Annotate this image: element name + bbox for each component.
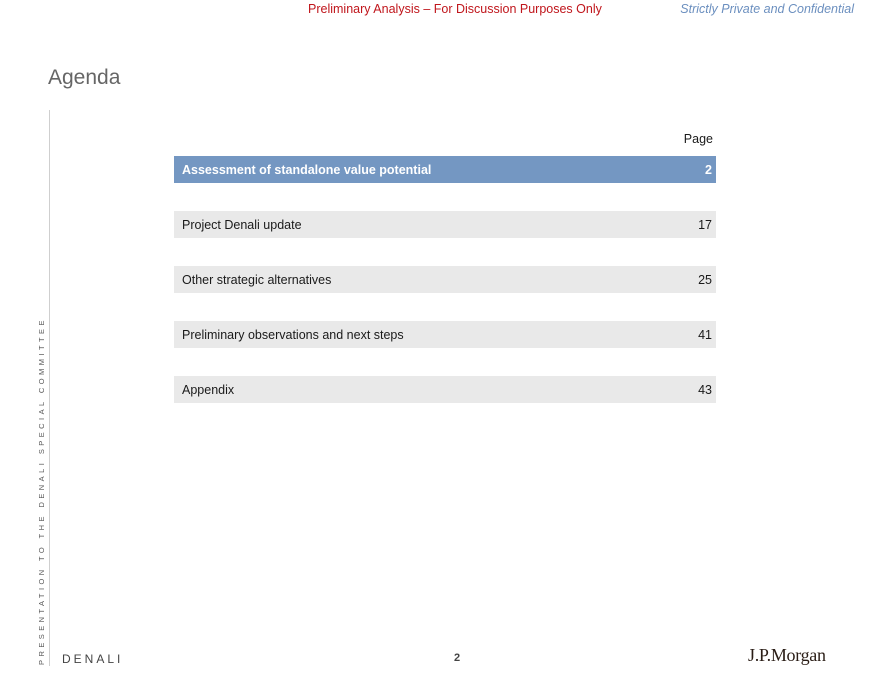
agenda-item-label: Appendix xyxy=(182,382,235,397)
agenda-item-appendix[interactable] xyxy=(174,376,716,403)
jpmorgan-logo: J.P.Morgan xyxy=(748,645,826,665)
vertical-divider xyxy=(49,110,50,666)
agenda-item-page: 25 xyxy=(698,272,712,287)
agenda-item-label: Project Denali update xyxy=(182,217,302,232)
footer-project-name: DENALI xyxy=(62,652,124,666)
page-title: Agenda xyxy=(48,66,121,89)
agenda-item-standalone-value[interactable] xyxy=(174,156,716,183)
confidential-notice: Strictly Private and Confidential xyxy=(680,2,854,16)
agenda-item-observations[interactable] xyxy=(174,321,716,348)
agenda-item-page: 2 xyxy=(705,162,712,177)
sidebar-presentation-label: PRESENTATION TO THE DENALI SPECIAL COMMITTEE xyxy=(37,317,46,665)
footer-page-number: 2 xyxy=(454,652,461,664)
agenda-item-label: Assessment of standalone value potential xyxy=(182,162,432,177)
page-column-header: Page xyxy=(683,132,713,146)
agenda-item-page: 17 xyxy=(698,217,712,232)
agenda-item-label: Other strategic alternatives xyxy=(182,272,332,287)
agenda-item-page: 41 xyxy=(698,327,712,342)
agenda-item-page: 43 xyxy=(698,382,712,397)
agenda-item-strategic-alternatives[interactable] xyxy=(174,266,716,293)
agenda-item-denali-update[interactable] xyxy=(174,211,716,238)
agenda-item-label: Preliminary observations and next steps xyxy=(182,327,404,342)
preliminary-notice: Preliminary Analysis – For Discussion Purposes Only xyxy=(308,2,602,16)
